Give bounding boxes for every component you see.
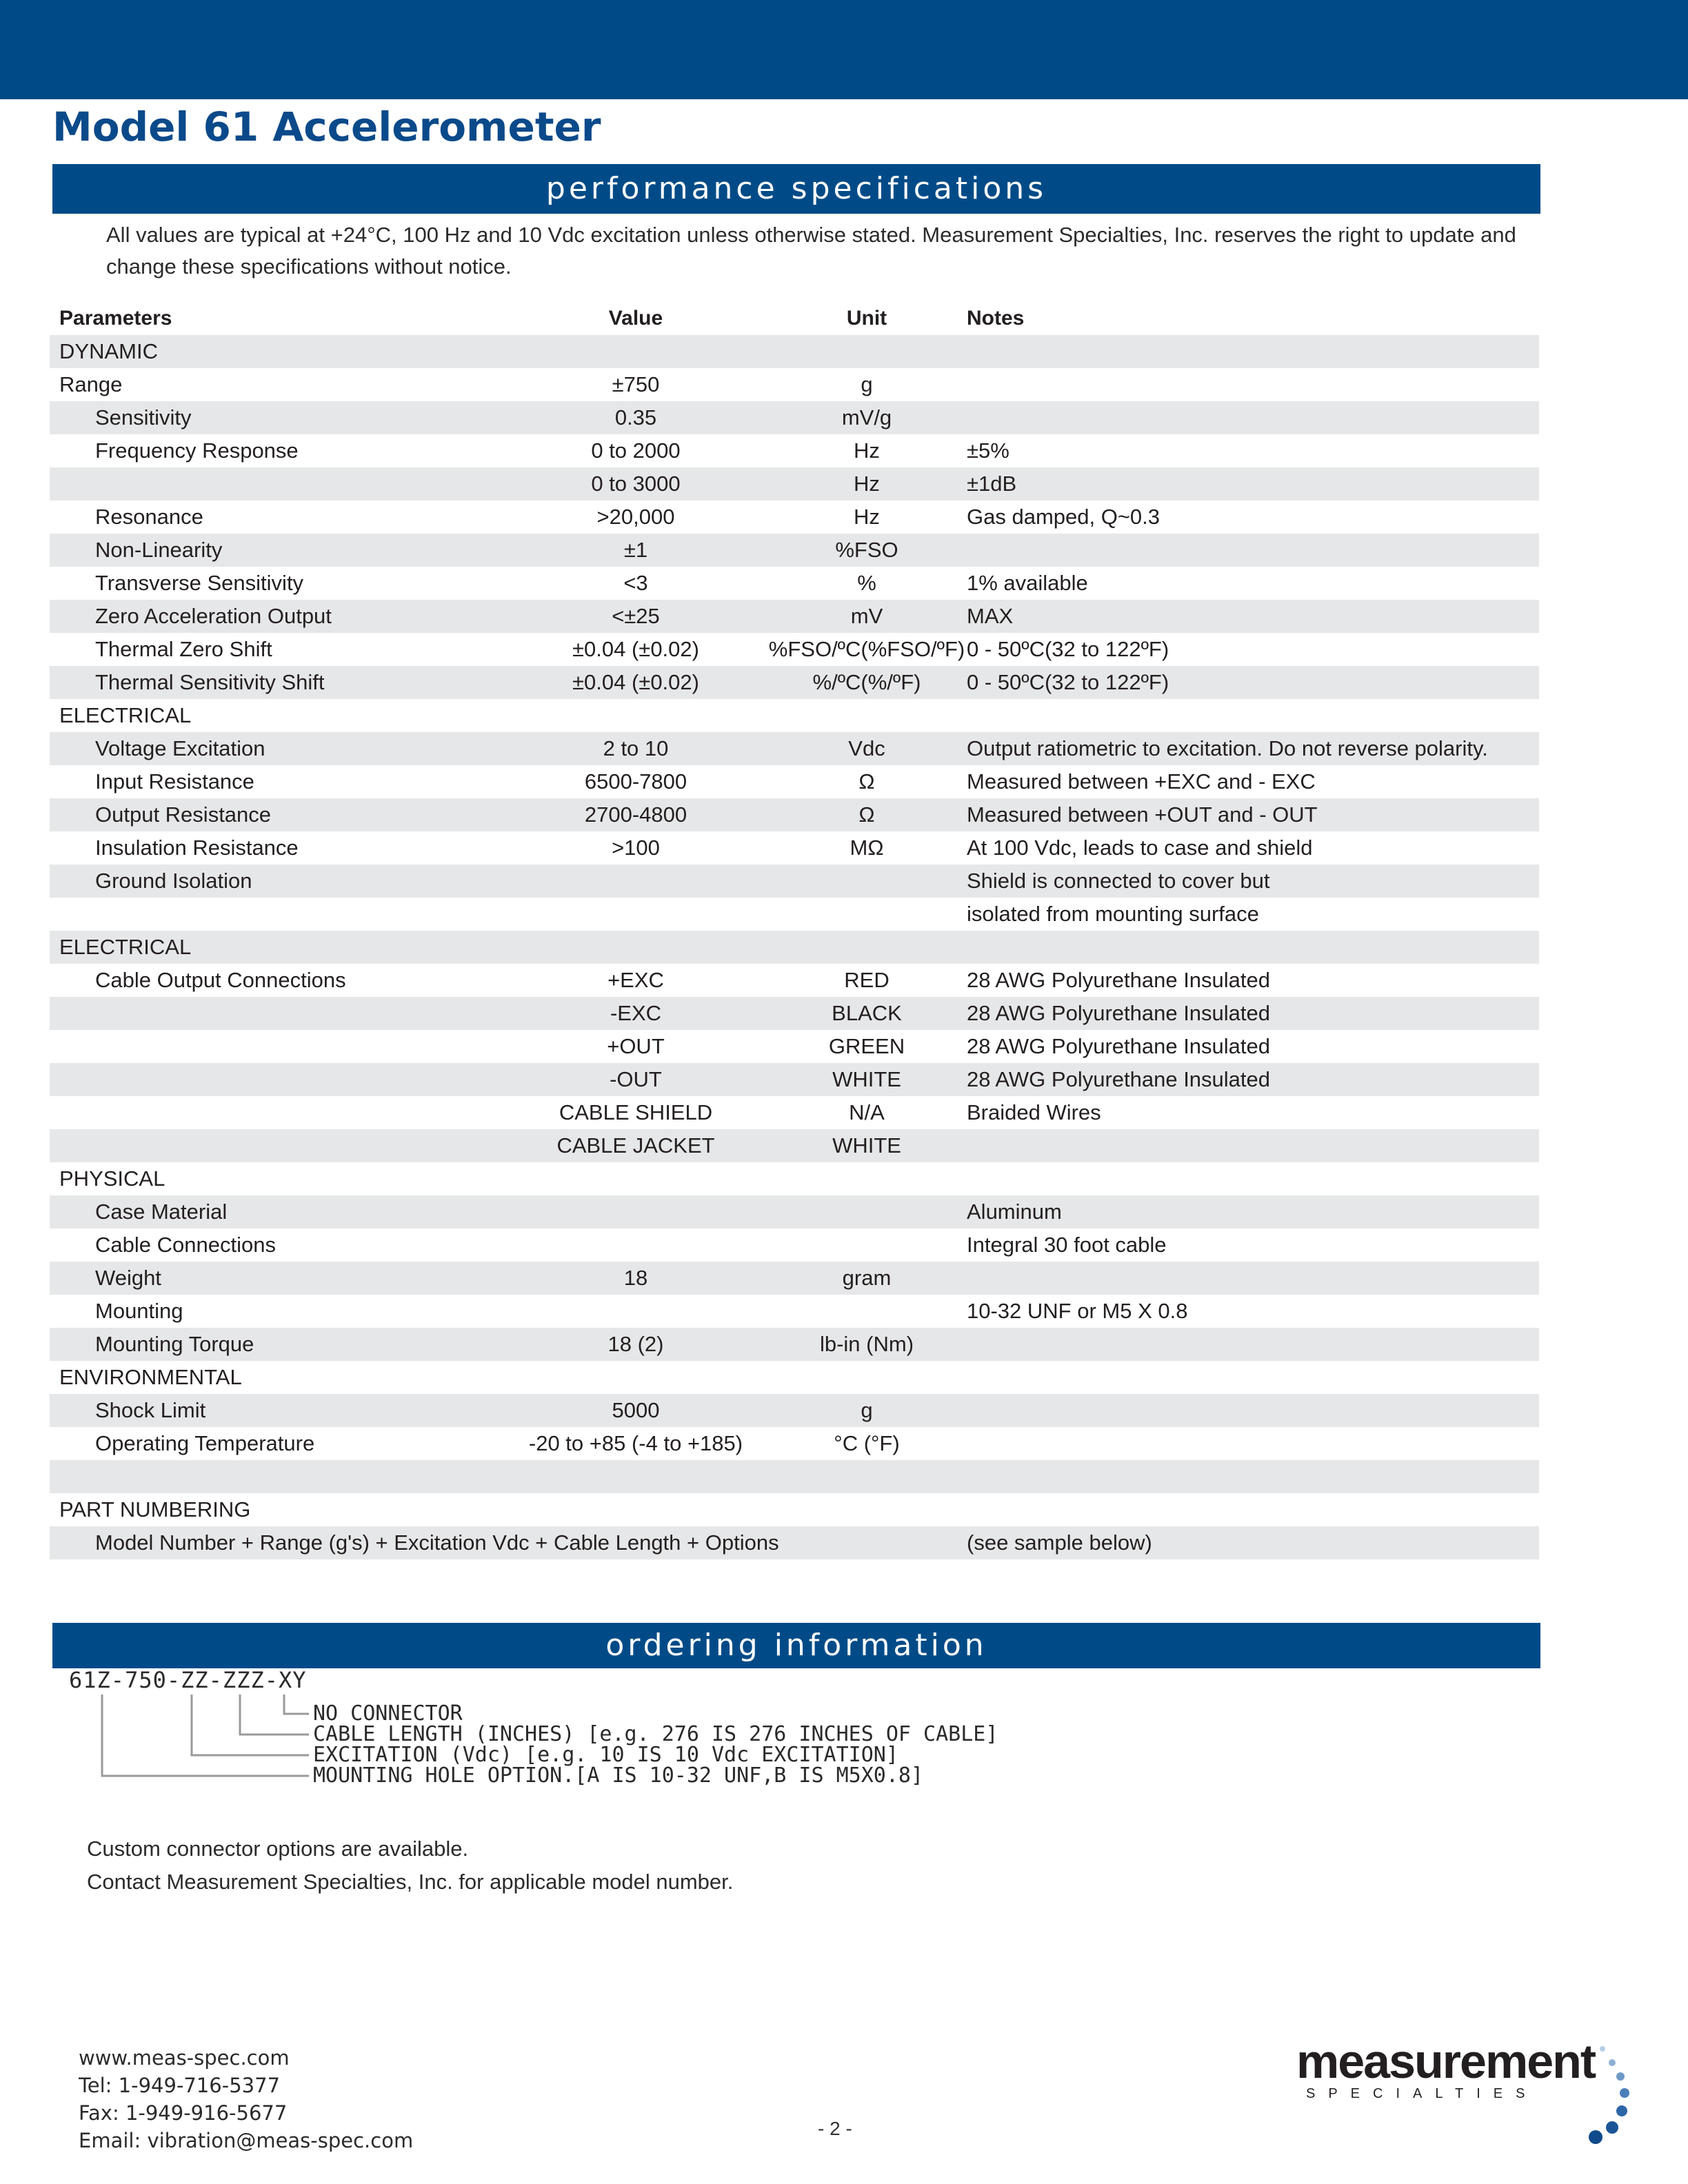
table-row (50, 1526, 1539, 1559)
unit-cell: MΩ (850, 836, 884, 860)
table-row (50, 1427, 1539, 1460)
legend-cable-length: CABLE LENGTH (INCHES) [e.g. 276 IS 276 INCHES OF CABLE] (313, 1722, 998, 1746)
notes-cell: 0 - 50ºC(32 to 122ºF) (967, 637, 1169, 661)
page-number: - 2 - (818, 2118, 852, 2139)
value-cell: 18 (2) (607, 1332, 664, 1356)
unit-cell: mV/g (841, 405, 892, 429)
notes-cell: ±5% (967, 438, 1009, 463)
param-cell: ENVIRONMENTAL (59, 1365, 242, 1389)
contact-email[interactable]: Email: vibration@meas-spec.com (79, 2129, 414, 2152)
param-cell: Model Number + Range (g's) + Excitation Vdc + Cable Length + Options (95, 1530, 779, 1555)
notes-cell: 1% available (967, 571, 1088, 595)
table-row (50, 401, 1539, 434)
table-row (50, 1460, 1539, 1493)
table-row (50, 898, 1539, 931)
legend-mounting-hole: MOUNTING HOLE OPTION.[A IS 10-32 UNF,B IS M5X0.8] (313, 1763, 924, 1788)
value-cell: -20 to +85 (-4 to +185) (528, 1431, 743, 1455)
unit-cell: Vdc (848, 736, 885, 760)
table-row (50, 1162, 1539, 1195)
param-cell: Cable Output Connections (95, 968, 346, 992)
notes-cell: 28 AWG Polyurethane Insulated (967, 1034, 1271, 1058)
param-cell: ELECTRICAL (59, 935, 192, 959)
value-cell: 2700-4800 (584, 802, 687, 827)
notes-cell: Output ratiometric to excitation. Do not reverse polarity. (967, 736, 1488, 760)
value-cell: ±750 (612, 372, 660, 396)
unit-cell: % (857, 571, 876, 595)
param-cell: Cable Connections (95, 1233, 276, 1257)
unit-cell: Hz (854, 505, 880, 529)
notes-cell: Braided Wires (967, 1100, 1101, 1124)
top-banner (0, 0, 1688, 99)
param-cell: Output Resistance (95, 802, 272, 827)
notes-cell: At 100 Vdc, leads to case and shield (967, 836, 1313, 860)
notes-cell: (see sample below) (967, 1530, 1152, 1555)
performance-section-header: performance specifications (52, 164, 1540, 214)
contact-web[interactable]: www.meas-spec.com (79, 2046, 290, 2070)
param-cell: Operating Temperature (95, 1431, 315, 1455)
notes-cell: 10-32 UNF or M5 X 0.8 (967, 1299, 1188, 1323)
table-row (50, 666, 1539, 699)
table-row (50, 798, 1539, 831)
unit-cell: %/ºC(%/ºF) (812, 670, 921, 694)
param-cell: Thermal Sensitivity Shift (95, 670, 325, 694)
notes-cell: 0 - 50ºC(32 to 122ºF) (967, 670, 1169, 694)
table-row (50, 865, 1539, 898)
value-cell: 18 (623, 1266, 648, 1290)
unit-cell: g (861, 1398, 873, 1422)
notes-cell: 28 AWG Polyurethane Insulated (967, 968, 1271, 992)
legend-no-connector: NO CONNECTOR (313, 1701, 463, 1726)
contact-fax: Fax: 1-949-916-5677 (79, 2101, 288, 2125)
table-row (50, 1030, 1539, 1063)
value-cell: 0.35 (614, 405, 657, 429)
value-cell: +OUT (607, 1034, 665, 1058)
notes-cell: Integral 30 foot cable (967, 1233, 1167, 1257)
value-cell: CABLE SHIELD (559, 1100, 713, 1124)
unit-cell: g (861, 372, 873, 396)
table-row (50, 1262, 1539, 1295)
table-row (50, 931, 1539, 964)
header-parameters: Parameters (59, 307, 172, 330)
contact-note: Contact Measurement Specialties, Inc. for applicable model number. (87, 1870, 734, 1894)
header-value: Value (608, 307, 663, 330)
param-cell: Thermal Zero Shift (95, 637, 272, 661)
table-row (50, 335, 1539, 368)
unit-cell: °C (°F) (834, 1431, 900, 1455)
unit-cell: WHITE (832, 1133, 901, 1157)
table-row (50, 732, 1539, 765)
value-cell: ±0.04 (±0.02) (572, 637, 699, 661)
param-cell: Case Material (95, 1200, 228, 1224)
header-notes: Notes (967, 307, 1025, 330)
param-cell: Mounting (95, 1299, 183, 1323)
table-row (50, 1195, 1539, 1228)
value-cell: CABLE JACKET (556, 1133, 715, 1157)
unit-cell: Ω (858, 802, 875, 827)
table-row (50, 534, 1539, 567)
value-cell: 6500-7800 (584, 769, 687, 793)
value-cell: ±0.04 (±0.02) (572, 670, 699, 694)
unit-cell: Hz (854, 438, 880, 463)
unit-cell: RED (844, 968, 890, 992)
legend-excitation: EXCITATION (Vdc) [e.g. 10 IS 10 Vdc EXCITATION] (313, 1743, 898, 1767)
logo-subword: SPECIALTIES (1306, 2086, 1538, 2101)
value-cell: 0 to 3000 (591, 472, 681, 496)
value-cell: >20,000 (596, 505, 675, 529)
param-cell: Frequency Response (95, 438, 299, 463)
param-cell: PART NUMBERING (59, 1497, 251, 1521)
param-cell: Mounting Torque (95, 1332, 254, 1356)
param-cell: Sensitivity (95, 405, 192, 429)
notes-cell: Aluminum (967, 1200, 1062, 1224)
value-cell: -EXC (610, 1001, 662, 1025)
logo-word: measurement (1296, 2034, 1596, 2088)
table-row (50, 1493, 1539, 1526)
unit-cell: WHITE (832, 1067, 901, 1091)
unit-cell: gram (842, 1266, 892, 1290)
unit-cell: mV (850, 604, 883, 628)
table-row (50, 434, 1539, 467)
table-row (50, 567, 1539, 600)
value-cell: 2 to 10 (603, 736, 669, 760)
param-cell: Zero Acceleration Output (95, 604, 332, 628)
notes-cell: MAX (967, 604, 1014, 628)
notes-cell: 28 AWG Polyurethane Insulated (967, 1001, 1271, 1025)
param-cell: Non-Linearity (95, 538, 223, 562)
param-cell: Range (59, 372, 123, 396)
value-cell: ±1 (623, 538, 648, 562)
notes-cell: ±1dB (967, 472, 1017, 496)
param-cell: Input Resistance (95, 769, 254, 793)
param-cell: DYNAMIC (59, 339, 158, 363)
param-cell: ELECTRICAL (59, 703, 192, 727)
intro-paragraph: All values are typical at +24°C, 100 Hz and 10 Vdc excitation unless otherwise stated. Measurement Specialties, Inc. reserves the right to update and change these specifications without notice. (106, 223, 1516, 279)
table-row (50, 765, 1539, 798)
table-row (50, 1063, 1539, 1096)
unit-cell: GREEN (828, 1034, 905, 1058)
unit-cell: BLACK (832, 1001, 902, 1025)
param-cell: Weight (95, 1266, 161, 1290)
ordering-section-header: ordering information (52, 1623, 1540, 1668)
table-row (50, 831, 1539, 865)
contact-tel: Tel: 1-949-716-5377 (79, 2074, 281, 2097)
value-cell: >100 (612, 836, 660, 860)
part-number-code: 61Z-750-ZZ-ZZZ-XY (69, 1667, 307, 1693)
notes-cell: Shield is connected to cover but (967, 869, 1270, 893)
table-row (50, 1129, 1539, 1162)
value-cell: -OUT (610, 1067, 662, 1091)
notes-cell: Measured between +OUT and - OUT (967, 802, 1318, 827)
table-row (50, 1228, 1539, 1262)
notes-cell: 28 AWG Polyurethane Insulated (967, 1067, 1271, 1091)
table-row (50, 600, 1539, 633)
unit-cell: Ω (858, 769, 875, 793)
table-row (50, 997, 1539, 1030)
value-cell: <3 (623, 571, 648, 595)
unit-cell: N/A (849, 1100, 885, 1124)
logo-dots-icon (1572, 2034, 1655, 2158)
param-cell: Resonance (95, 505, 203, 529)
notes-cell: Measured between +EXC and - EXC (967, 769, 1316, 793)
param-cell: Transverse Sensitivity (95, 571, 304, 595)
unit-cell: lb-in (Nm) (819, 1332, 914, 1356)
part-number-diagram (66, 1667, 1114, 1805)
value-cell: +EXC (607, 968, 664, 992)
table-row (50, 467, 1539, 501)
param-cell: Voltage Excitation (95, 736, 265, 760)
param-cell: PHYSICAL (59, 1166, 165, 1191)
param-cell: Insulation Resistance (95, 836, 299, 860)
custom-connector-note: Custom connector options are available. (87, 1837, 469, 1861)
unit-cell: %FSO/ºC(%FSO/ºF) (768, 637, 965, 661)
unit-cell: %FSO (835, 538, 898, 562)
notes-cell: isolated from mounting surface (967, 902, 1259, 926)
param-cell: Shock Limit (95, 1398, 206, 1422)
header-unit: Unit (846, 307, 887, 330)
table-row (50, 699, 1539, 732)
value-cell: 0 to 2000 (591, 438, 681, 463)
table-row (50, 1295, 1539, 1328)
table-row (50, 964, 1539, 997)
table-row (50, 501, 1539, 534)
page-title: Model 61 Accelerometer (52, 103, 601, 150)
table-row (50, 1096, 1539, 1129)
table-row (50, 1328, 1539, 1361)
value-cell: <±25 (612, 604, 660, 628)
table-row (50, 1361, 1539, 1394)
unit-cell: Hz (854, 472, 880, 496)
measurement-specialties-logo (1296, 2034, 1655, 2158)
table-row (50, 633, 1539, 666)
table-row (50, 1394, 1539, 1427)
table-row (50, 368, 1539, 401)
value-cell: 5000 (612, 1398, 660, 1422)
param-cell: Ground Isolation (95, 869, 252, 893)
table-header (50, 302, 1539, 335)
notes-cell: Gas damped, Q~0.3 (967, 505, 1160, 529)
